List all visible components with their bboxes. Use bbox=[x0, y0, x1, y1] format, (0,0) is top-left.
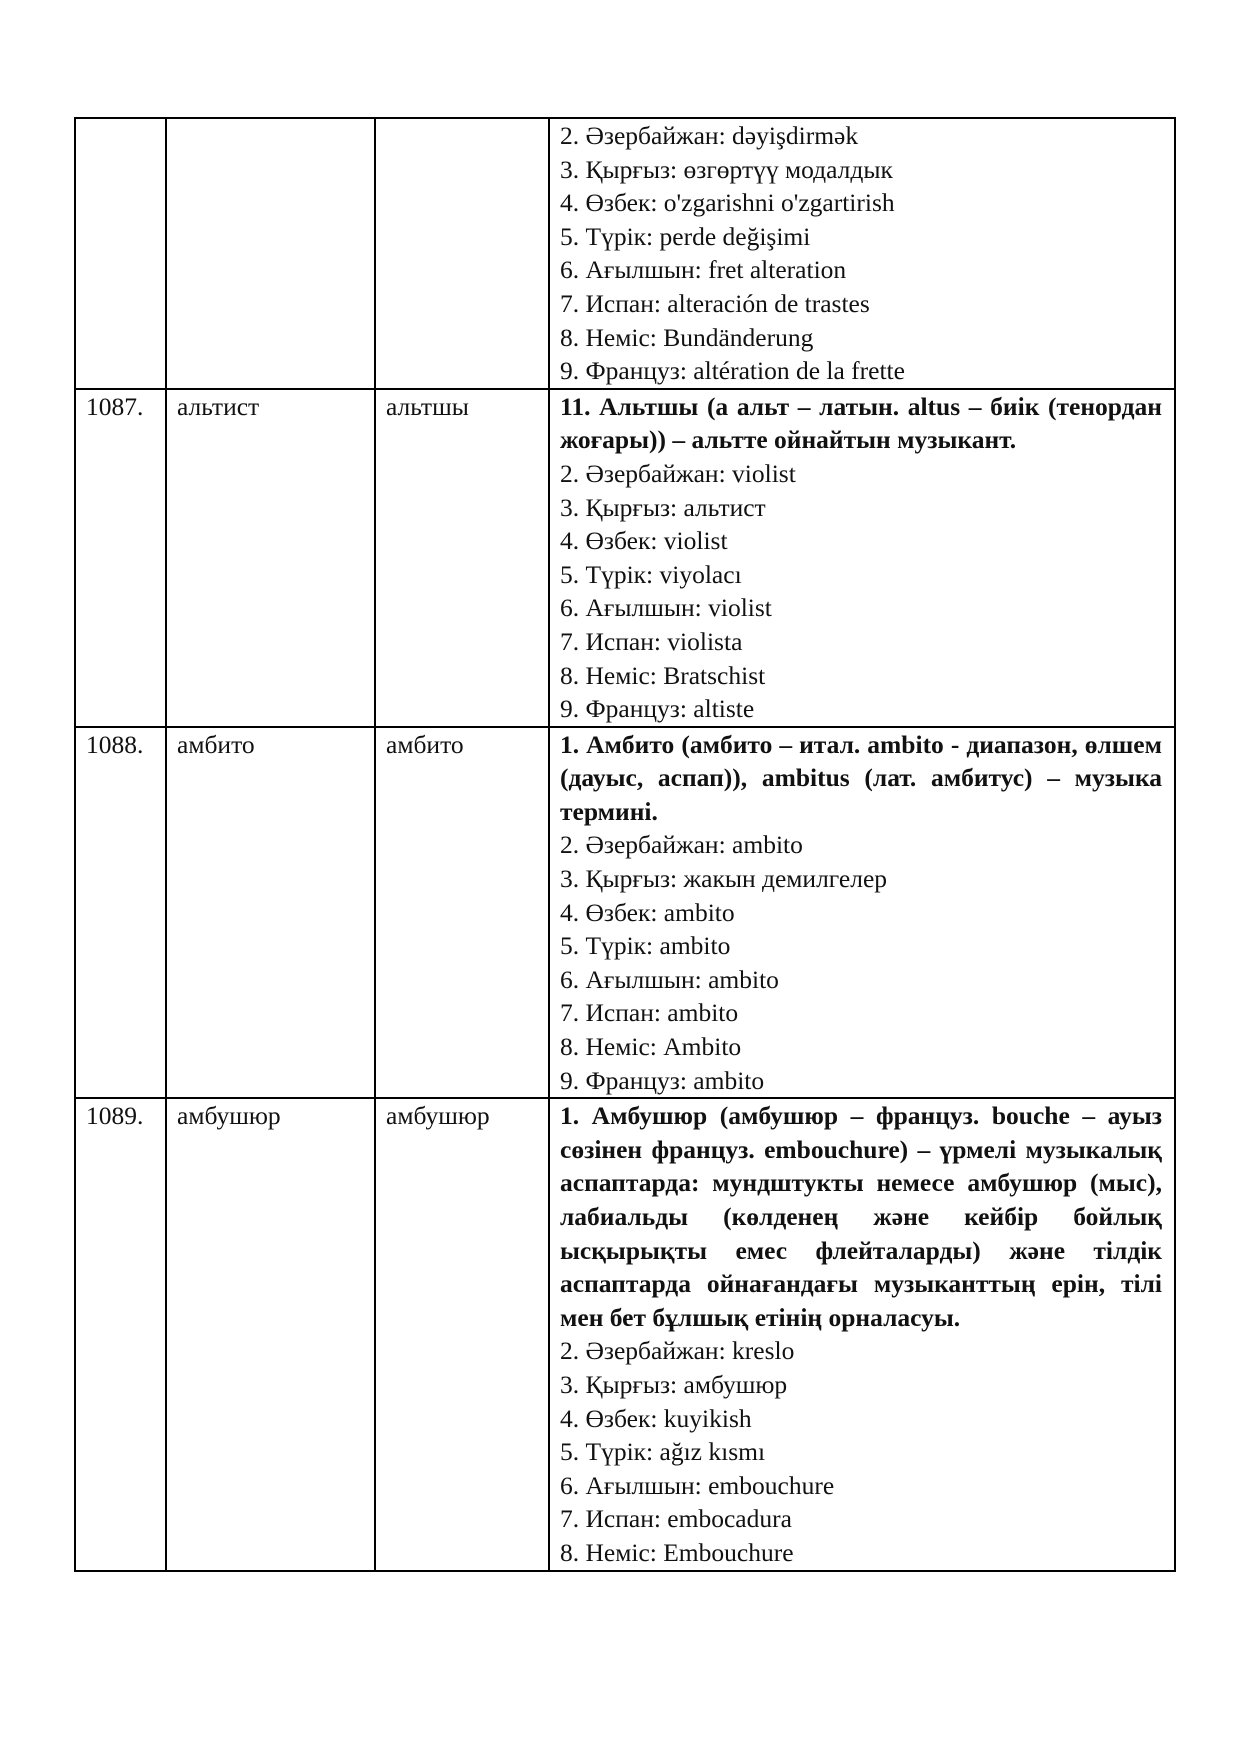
translation-line: 9. Француз: ambito bbox=[560, 1065, 765, 1095]
translation-line: 3. Қырғыз: амбушюр bbox=[560, 1369, 788, 1399]
translation-line: 9. Француз: altération de la frette bbox=[560, 356, 905, 386]
translation-line: 2. Әзербайжан: ambito bbox=[560, 830, 803, 860]
translation-line: 2. Әзербайжан: dəyişdirmək bbox=[560, 121, 859, 150]
dictionary-table bbox=[74, 117, 1176, 1572]
definition-cell bbox=[549, 1098, 1175, 1570]
translation-line: 6. Ағылшын: ambito bbox=[560, 964, 779, 994]
russian-term-cell: альтист bbox=[166, 389, 375, 727]
dictionary-table-body bbox=[75, 118, 1175, 1571]
translation-line: 7. Испан: alteración de trastes bbox=[560, 288, 870, 318]
kazakh-term-cell: альтшы bbox=[375, 389, 549, 727]
translation-line: 2. Әзербайжан: violist bbox=[560, 458, 796, 488]
table-row bbox=[75, 118, 1175, 389]
document-page bbox=[74, 117, 1176, 1572]
entry-number-cell: 1087. bbox=[75, 389, 166, 727]
translation-line: 9. Француз: altiste bbox=[560, 694, 755, 724]
translation-line: 4. Өзбек: o'zgarishni o'zgartirish bbox=[560, 188, 895, 218]
translation-line: 8. Неміс: Ambito bbox=[560, 1032, 742, 1062]
russian-term-cell: амбито bbox=[166, 727, 375, 1099]
translation-line: 4. Өзбек: ambito bbox=[560, 897, 735, 927]
russian-term-cell bbox=[166, 118, 375, 389]
definition-text: 1. Амбито (амбито – итал. ambito - диапазон, өлшем (дауыс, аспап)), ambitus (лат. амбитус) – музыка термині. bbox=[560, 729, 1162, 826]
translation-line: 8. Неміс: Embouchure bbox=[560, 1537, 794, 1567]
definition-text: 11. Альтшы (а альт – латын. altus – биік (тенордан жоғары)) – альтте ойнайтын музыкант. bbox=[560, 391, 1162, 455]
translation-line: 4. Өзбек: kuyikish bbox=[560, 1403, 752, 1433]
entry-number-cell: 1089. bbox=[75, 1098, 166, 1570]
kazakh-term-cell bbox=[375, 118, 549, 389]
translation-line: 3. Қырғыз: өзгөртүү модалдык bbox=[560, 154, 893, 184]
table-row bbox=[75, 727, 1175, 1099]
definition-cell bbox=[549, 118, 1175, 389]
translation-line: 7. Испан: embocadura bbox=[560, 1504, 792, 1534]
definition-text: 1. Амбушюр (амбушюр – француз. bouche – ауыз сөзінен француз. embouchure) – үрмелі музыкалық аспаптарда: мундштукты немесе амбушюр (мыс), лабиальды (көлденең және кейбір бойлық ысқырықты емес флейталарды) және тілдік аспаптарда ойнағандағы музыканттың ерін, тілі мен бет бұлшық етінің орналасуы. bbox=[560, 1101, 1162, 1332]
definition-cell bbox=[549, 727, 1175, 1099]
definition-cell bbox=[549, 389, 1175, 727]
translation-line: 7. Испан: violista bbox=[560, 626, 743, 656]
translation-line: 3. Қырғыз: альтист bbox=[560, 492, 766, 522]
russian-term-cell: амбушюр bbox=[166, 1098, 375, 1570]
translation-line: 6. Ағылшын: embouchure bbox=[560, 1470, 835, 1500]
translation-line: 6. Ағылшын: fret alteration bbox=[560, 255, 847, 285]
kazakh-term-cell: амбито bbox=[375, 727, 549, 1099]
translation-line: 8. Неміс: Bundänderung bbox=[560, 322, 814, 352]
translation-line: 2. Әзербайжан: kreslo bbox=[560, 1336, 795, 1366]
translation-line: 3. Қырғыз: жакын демилгелер bbox=[560, 864, 888, 894]
table-row bbox=[75, 389, 1175, 727]
entry-number-cell bbox=[75, 118, 166, 389]
translation-line: 7. Испан: ambito bbox=[560, 998, 739, 1028]
translation-line: 5. Түрік: ambito bbox=[560, 931, 731, 961]
translation-line: 4. Өзбек: violist bbox=[560, 526, 728, 556]
translation-line: 5. Түрік: ağız kısmı bbox=[560, 1437, 766, 1467]
translation-line: 6. Ағылшын: violist bbox=[560, 593, 772, 623]
translation-line: 5. Түрік: perde değişimi bbox=[560, 221, 811, 251]
kazakh-term-cell: амбушюр bbox=[375, 1098, 549, 1570]
table-row bbox=[75, 1098, 1175, 1570]
translation-line: 5. Түрік: viyolacı bbox=[560, 559, 742, 589]
translation-line: 8. Неміс: Bratschist bbox=[560, 660, 766, 690]
entry-number-cell: 1088. bbox=[75, 727, 166, 1099]
